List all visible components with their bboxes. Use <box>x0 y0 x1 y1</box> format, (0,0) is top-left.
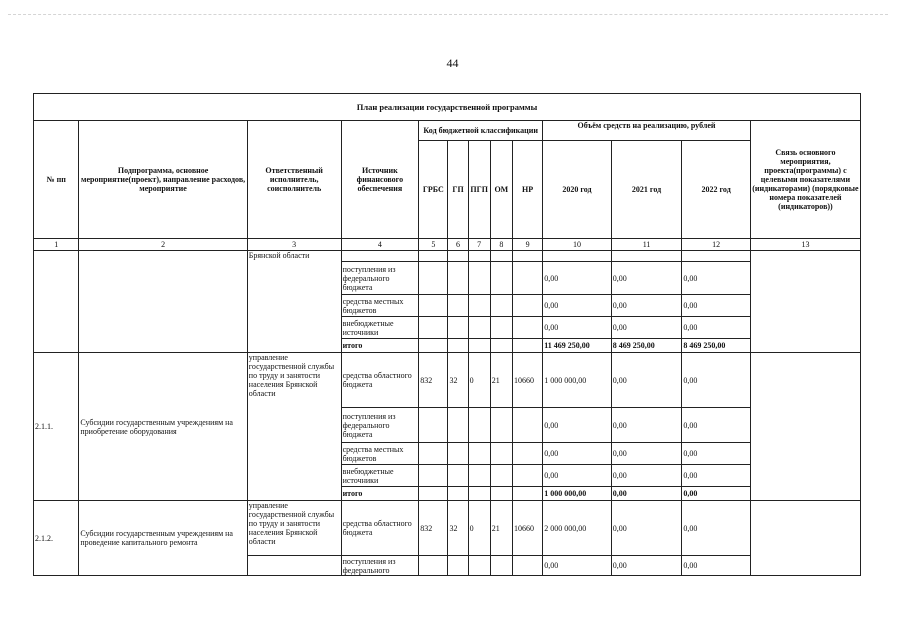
cell-2022: 0,00 <box>682 443 751 465</box>
column-numbers-row <box>34 239 861 251</box>
cell-2020: 0,00 <box>543 317 612 339</box>
cell-2020: 1 000 000,00 <box>543 487 612 501</box>
cell-2022: 0,00 <box>682 556 751 576</box>
cell-num <box>34 251 79 353</box>
cell-gp: 32 <box>448 353 468 408</box>
cell-2022: 0,00 <box>682 408 751 443</box>
cell-2021: 0,00 <box>611 353 682 408</box>
col-number: 2 <box>79 239 247 251</box>
cell-2021 <box>611 251 682 262</box>
cell-source: средства областного бюджета <box>341 353 419 408</box>
header-2021: 2021 год <box>611 141 682 239</box>
cell-name: Субсидии государственным учреждениям на проведение капитального ремонта <box>79 501 247 576</box>
header-om: ОМ <box>490 141 512 239</box>
col-number: 5 <box>419 239 448 251</box>
cell-source: средства местных бюджетов <box>341 295 419 317</box>
cell-2020 <box>543 251 612 262</box>
header-num: № пп <box>34 121 79 239</box>
header-funding: Объём средств на реализацию, рублей <box>543 121 751 141</box>
cell-2022: 0,00 <box>682 295 751 317</box>
table-row <box>34 251 861 262</box>
cell-source: итого <box>341 487 419 501</box>
col-number: 6 <box>448 239 468 251</box>
cell-2020: 1 000 000,00 <box>543 353 612 408</box>
cell-num: 2.1.1. <box>34 353 79 501</box>
cell-executor <box>247 556 341 576</box>
cell-2022: 0,00 <box>682 262 751 295</box>
cell-2021: 0,00 <box>611 556 682 576</box>
cell-source: средства местных бюджетов <box>341 443 419 465</box>
col-number: 11 <box>611 239 682 251</box>
cell-2022 <box>682 251 751 262</box>
cell-pgp: 0 <box>468 501 490 556</box>
cell-executor: управление государственной службы по труду и занятости населения Брянской области <box>247 353 341 501</box>
header-executor: Ответственный исполнитель, соисполнитель <box>247 121 341 239</box>
header-2020: 2020 год <box>543 141 612 239</box>
cell-2020: 0,00 <box>543 556 612 576</box>
cell-source: поступления из федерального бюджета <box>341 408 419 443</box>
cell-grbs: 832 <box>419 501 448 556</box>
cell-2021: 0,00 <box>611 295 682 317</box>
cell-2020: 0,00 <box>543 295 612 317</box>
col-number: 9 <box>512 239 542 251</box>
cell-2020: 0,00 <box>543 408 612 443</box>
cell-source: итого <box>341 339 419 353</box>
cell-2022: 8 469 250,00 <box>682 339 751 353</box>
cell-2021: 0,00 <box>611 465 682 487</box>
table-title: План реализации государственной программы <box>34 94 861 121</box>
header-grbs: ГРБС <box>419 141 448 239</box>
col-number: 1 <box>34 239 79 251</box>
header-pgp: ПГП <box>468 141 490 239</box>
header-gp: ГП <box>448 141 468 239</box>
cell-pgp: 0 <box>468 353 490 408</box>
cell-2021: 8 469 250,00 <box>611 339 682 353</box>
cell-om: 21 <box>490 353 512 408</box>
col-number: 3 <box>247 239 341 251</box>
cell-executor: Брянской области <box>247 251 341 353</box>
cell-2022: 0,00 <box>682 317 751 339</box>
program-plan-table <box>33 93 861 576</box>
cell-source: средства областного бюджета <box>341 501 419 556</box>
cell-2020: 0,00 <box>543 262 612 295</box>
col-number: 4 <box>341 239 419 251</box>
cell-2020: 0,00 <box>543 465 612 487</box>
cell-2021: 0,00 <box>611 262 682 295</box>
cell-source: внебюджетные источники <box>341 317 419 339</box>
cell-2021: 0,00 <box>611 487 682 501</box>
cell-2022: 0,00 <box>682 501 751 556</box>
header-2022: 2022 год <box>682 141 751 239</box>
cell-2021: 0,00 <box>611 408 682 443</box>
cell-source: поступления из федерального <box>341 556 419 576</box>
cell-grbs: 832 <box>419 353 448 408</box>
header-name: Подпрограмма, основное мероприятие(проект), направление расходов, мероприятие <box>79 121 247 239</box>
cell-link <box>750 501 860 576</box>
cell-num: 2.1.2. <box>34 501 79 576</box>
cell-2020: 11 469 250,00 <box>543 339 612 353</box>
cell-np: 10660 <box>512 353 542 408</box>
cell-2022: 0,00 <box>682 465 751 487</box>
cell-2020: 2 000 000,00 <box>543 501 612 556</box>
cell-link <box>750 251 860 353</box>
cell-name: Субсидии государственным учреждениям на приобретение оборудования <box>79 353 247 501</box>
table-row <box>34 353 861 408</box>
cell-link <box>750 353 860 501</box>
col-number: 10 <box>543 239 612 251</box>
header-link: Связь основного мероприятия, проекта(программы) с целевыми показателями (индикаторами) (порядковые номера показателей (индикаторов)) <box>750 121 860 239</box>
cell-name <box>79 251 247 353</box>
cell-2022: 0,00 <box>682 353 751 408</box>
cell-source: внебюджетные источники <box>341 465 419 487</box>
cell-2021: 0,00 <box>611 501 682 556</box>
cell-2022: 0,00 <box>682 487 751 501</box>
table-row <box>34 501 861 556</box>
page-number: 44 <box>446 56 459 70</box>
scan-top-line <box>8 14 888 15</box>
cell-source <box>341 251 419 262</box>
header-budget-code: Код бюджетной классификации <box>419 121 543 141</box>
cell-2020: 0,00 <box>543 443 612 465</box>
cell-gp: 32 <box>448 501 468 556</box>
col-number: 7 <box>468 239 490 251</box>
col-number: 8 <box>490 239 512 251</box>
cell-np: 10660 <box>512 501 542 556</box>
col-number: 12 <box>682 239 751 251</box>
cell-executor: управление государственной службы по труду и занятости населения Брянской области <box>247 501 341 556</box>
header-source: Источник финансового обеспечения <box>341 121 419 239</box>
header-np: НР <box>512 141 542 239</box>
cell-om: 21 <box>490 501 512 556</box>
cell-source: поступления из федерального бюджета <box>341 262 419 295</box>
cell-2021: 0,00 <box>611 317 682 339</box>
col-number: 13 <box>750 239 860 251</box>
cell-2021: 0,00 <box>611 443 682 465</box>
